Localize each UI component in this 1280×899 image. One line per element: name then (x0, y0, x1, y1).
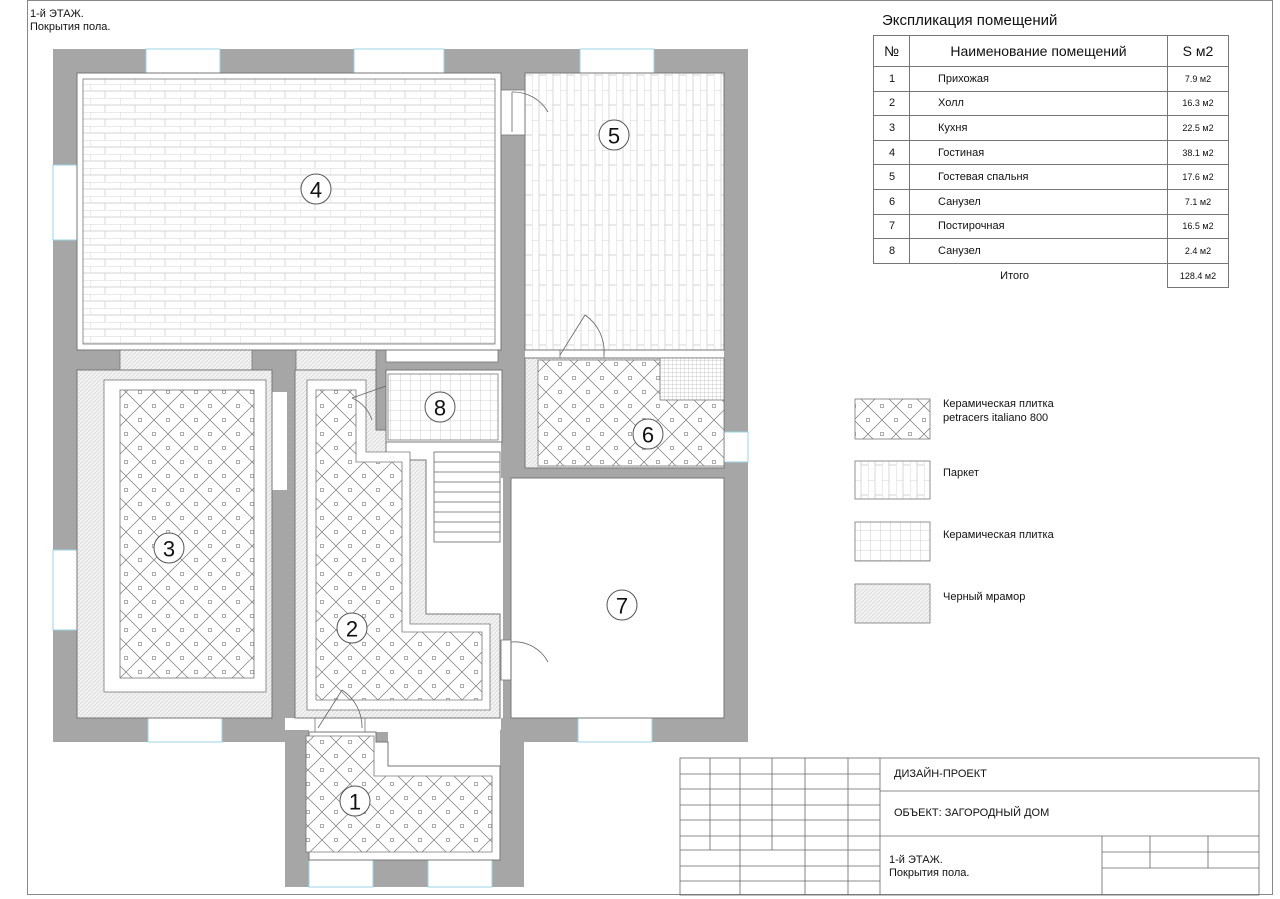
row-area: 2.4 м2 (1168, 239, 1229, 264)
row-num: 2 (874, 91, 910, 116)
row-area: 16.5 м2 (1168, 214, 1229, 239)
row-area: 38.1 м2 (1168, 140, 1229, 165)
legend-swatch-parquet (855, 461, 930, 499)
row-num: 4 (874, 140, 910, 165)
table-row (874, 116, 1229, 141)
table-row (874, 67, 1229, 92)
room-number-8: 8 (433, 395, 447, 421)
table-row (874, 91, 1229, 116)
row-num: 6 (874, 189, 910, 214)
table-row (874, 140, 1229, 165)
row-name: Гостевая спальня (910, 165, 1168, 190)
row-area: 16.3 м2 (1168, 91, 1229, 116)
sheet-label-line2: Покрытия пола. (30, 21, 111, 33)
room-4-floor (83, 79, 495, 344)
shower-tray (660, 358, 724, 400)
title-block-sheet (889, 854, 969, 880)
title-block-sheet-line2: Покрытия пола. (889, 867, 970, 879)
legend-label: Паркет (943, 467, 979, 479)
room-number-4: 4 (309, 177, 323, 203)
row-name: Холл (910, 91, 1168, 116)
row-name: Прихожая (910, 67, 1168, 92)
row-name: Гостиная (910, 140, 1168, 165)
legend-swatch-ceramic (855, 522, 930, 561)
sheet-label-line1: 1-й ЭТАЖ. (30, 8, 84, 20)
legend-label: Керамическая плитка (943, 529, 1054, 541)
total-label: Итого (910, 263, 1168, 288)
stairs (434, 452, 500, 542)
explication-title: Экспликация помещений (882, 12, 1058, 29)
legend-swatch-marble (855, 584, 930, 623)
room-number-3: 3 (162, 536, 176, 562)
table-row (874, 189, 1229, 214)
total-area: 128.4 м2 (1168, 263, 1229, 288)
row-name: Кухня (910, 116, 1168, 141)
legend-item-ceramic (943, 528, 1054, 542)
room-3-floor (120, 390, 254, 678)
legend-swatches (855, 399, 930, 623)
explication-table (873, 35, 1229, 288)
room-number-6: 6 (641, 422, 655, 448)
room-5-floor (525, 73, 724, 350)
row-name: Санузел (910, 189, 1168, 214)
row-num: 1 (874, 67, 910, 92)
legend-swatch-ceramic-petracers (855, 399, 930, 439)
row-num: 5 (874, 165, 910, 190)
row-num: 7 (874, 214, 910, 239)
row-num: 3 (874, 116, 910, 141)
room-number-7: 7 (615, 593, 629, 619)
row-name: Санузел (910, 239, 1168, 264)
legend-item-parquet (943, 466, 979, 480)
legend-label: Черный мрамор (943, 591, 1026, 603)
legend-sublabel: petracers italiano 800 (943, 412, 1049, 424)
table-row (874, 165, 1229, 190)
title-block-sheet-line1: 1-й ЭТАЖ. (889, 854, 943, 866)
title-block-object: ОБЪЕКТ: ЗАГОРОДНЫЙ ДОМ (894, 807, 1050, 819)
row-area: 22.5 м2 (1168, 116, 1229, 141)
room-number-5: 5 (607, 123, 621, 149)
header-area: S м2 (1168, 36, 1229, 67)
table-row (874, 239, 1229, 264)
row-num: 8 (874, 239, 910, 264)
title-block-project: ДИЗАЙН-ПРОЕКТ (894, 768, 987, 780)
explication-header-row (874, 36, 1229, 67)
row-area: 17.6 м2 (1168, 165, 1229, 190)
row-area: 7.9 м2 (1168, 67, 1229, 92)
row-name: Постирочная (910, 214, 1168, 239)
row-area: 7.1 м2 (1168, 189, 1229, 214)
legend-item-ceramic-petracers (943, 397, 1054, 425)
total-row (874, 263, 1229, 288)
legend-label: Керамическая плитка (943, 398, 1054, 410)
header-name: Наименование помещений (910, 36, 1168, 67)
legend-item-marble (943, 590, 1025, 604)
room-number-2: 2 (345, 616, 359, 642)
table-row (874, 214, 1229, 239)
room-number-1: 1 (348, 789, 362, 815)
header-num: № (874, 36, 910, 67)
room-1-floor (306, 736, 492, 852)
